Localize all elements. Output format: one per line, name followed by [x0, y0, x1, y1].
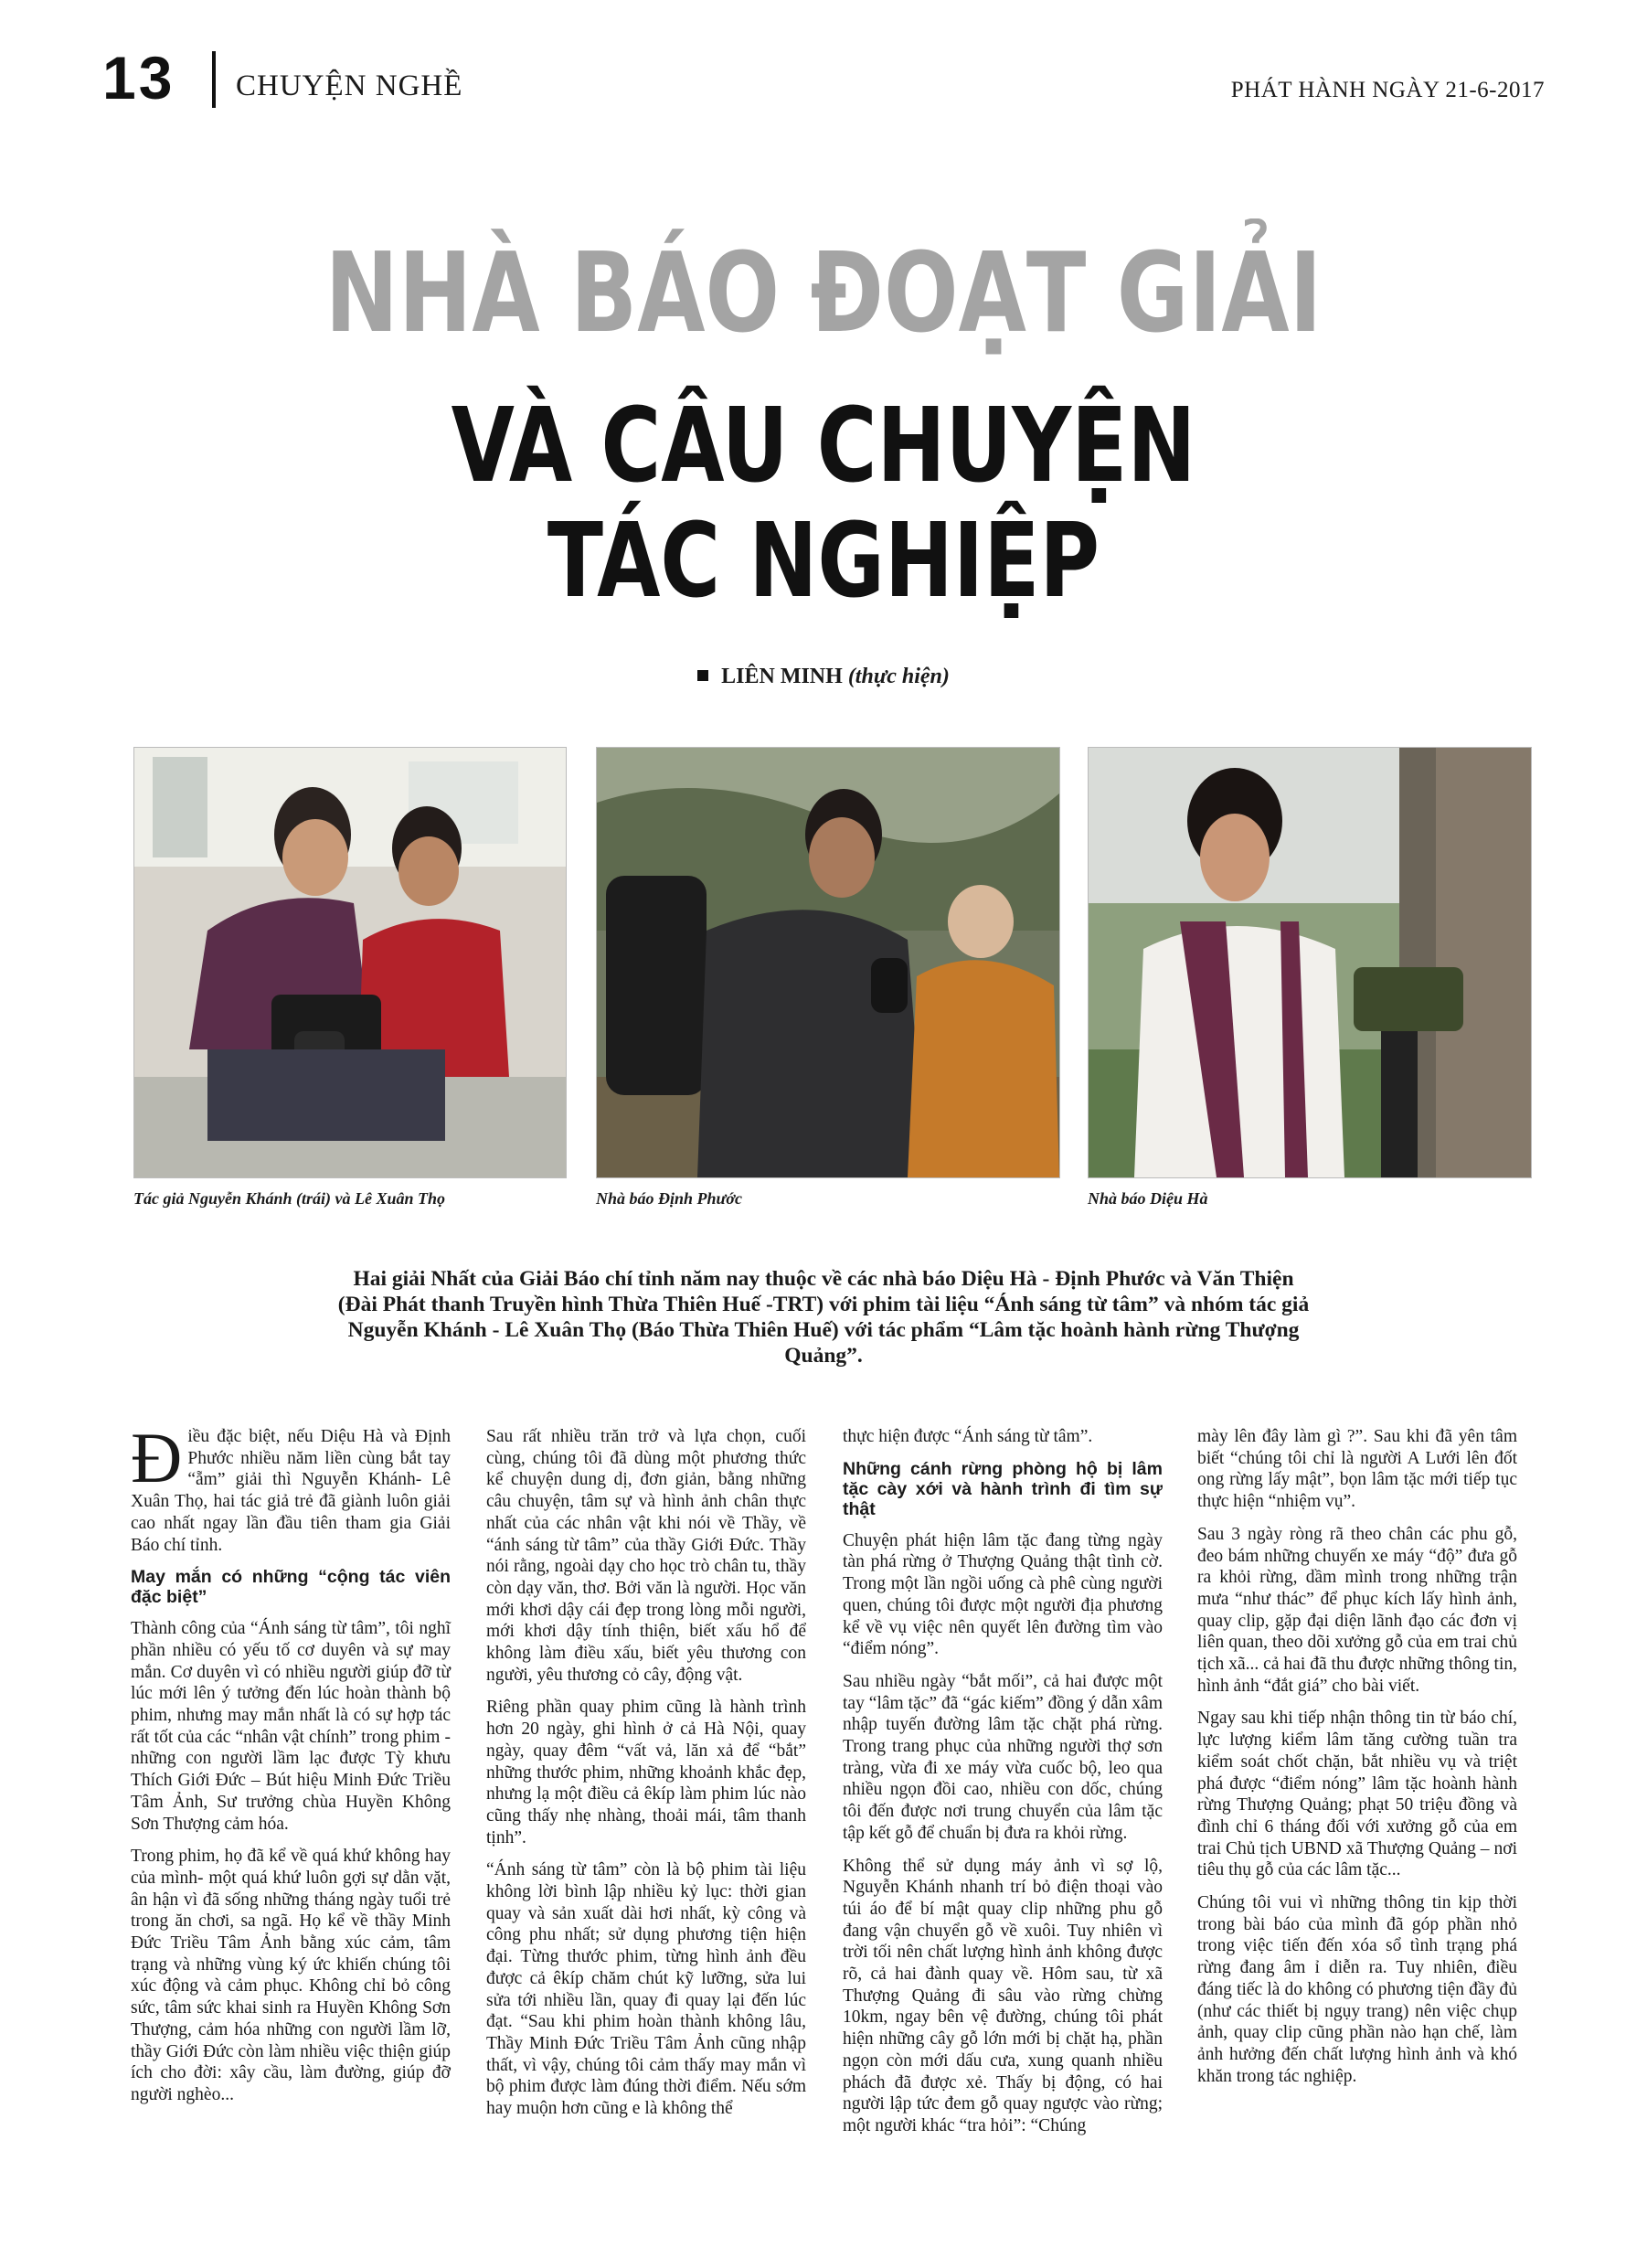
photo-dieu-ha [1088, 747, 1532, 1178]
headline-line-2: VÀ CÂU CHUYỆN [451, 387, 1196, 506]
issue-date: PHÁT HÀNH NGÀY 21-6-2017 [1230, 78, 1545, 102]
page-number: 13 [102, 44, 175, 112]
paragraph: “Ánh sáng từ tâm” còn là bộ phim tài liệu không lời bình lập nhiều kỷ lục: thời gian quay và sản xuất dài hơi nhất, kỳ công và công phu nhất; sử dụng phương tiện hiện đại. Từng thước phim, từng hình ảnh đều được cả êkíp chăm chút kỹ lưỡng, sửa lui sửa tới nhiều lần, quay đi quay lại đến lúc đạt. “Sau khi phim hoàn thành không lâu, Thầy Minh Đức Triều Tâm Ảnh cũng nhập thất, vì vậy, chúng tôi cảm thấy may mắn vì bộ phim được làm đúng thời điểm. Nếu sớm hay muộn hơn cũng e là không thể [486, 1860, 806, 2119]
byline-role: (thực hiện) [847, 665, 950, 688]
paragraph: Ngay sau khi tiếp nhận thông tin từ báo chí, lực lượng kiểm lâm tăng cường tuần tra kiểm soát chốt chặn, bắt nhiều vụ và triệt phá được “điểm nóng” lâm tặc hoành hành rừng Thượng Quảng; phạt 50 triệu đồng và đình chỉ 6 tháng đối với xưởng gỗ của em trai Chủ tịch UBND xã Thượng Quảng – nơi tiêu thụ gỗ của các lâm tặc... [1197, 1709, 1517, 1880]
paragraph: Không thể sử dụng máy ảnh vì sợ lộ, Nguyễn Khánh nhanh trí bỏ điện thoại vào túi áo để bí mật quay clip những phu gỗ đang vận chuyển gỗ về xuôi. Tuy nhiên vì trời tối nên chất lượng hình ảnh không được rõ, cả hai đành quay về. Hôm sau, từ xã Thượng Quảng đi sâu vào rừng chừng 10km, ngay bên vệ đường, chúng tôi phát hiện những cây gỗ lớn mới bị chặt hạ, phần ngọn còn mới dấu cưa, xung quanh nhiều phách đã được xẻ. Thấy bị động, có hai người lập tức đem gỗ quay ngược vào rừng; một người khác “tra hỏi”: “Chúng [843, 1856, 1163, 2135]
byline [0, 665, 1647, 689]
photo-dinh-phuoc [596, 747, 1060, 1178]
section-title: CHUYỆN NGHỀ [236, 69, 463, 102]
header-divider [212, 51, 216, 108]
paragraph: Riêng phần quay phim cũng là hành trình hơn 20 ngày, ghi hình ở cả Hà Nội, quay ngày, quay đêm “vất vả, lăn xả để “bắt” những thước phim, những khoảnh khắc đẹp, nhưng lạ một điều cả êkíp làm phim lúc nào cũng thấy nhẹ nhàng, thoải mái, tâm thanh tịnh”. [486, 1698, 806, 1847]
paragraph: Sau 3 ngày ròng rã theo chân các phu gỗ, đeo bám những chuyến xe máy “độ” đưa gỗ ra khỏi rừng, dầm mình trong những trận mưa “như thác” để phục kích lấy hình ảnh, quay clip, gặp đại diện lãnh đạo các đơn vị liên quan, theo dõi xưởng gỗ của em trai chủ tịch xã... cả hai đã thu được những thông tin, hình ảnh “đắt giá” cho bài viết. [1197, 1524, 1517, 1696]
body-column-4 [1197, 1426, 1517, 2098]
paragraph: Sau rất nhiều trăn trở và lựa chọn, cuối cùng, chúng tôi đã dùng một phương thức kể chuyện dung dị, đơn giản, bằng những câu chuyện, tâm sự và hình ảnh chân thực nhất của các nhân vật khi nói về Thầy, về “ánh sáng từ tâm” của thầy Giới Đức. Thầy nói rằng, ngoài dạy cho học trò chân tu, thầy còn dạy văn, thơ. Bởi văn là người. Học văn mới khơi dậy cái đẹp trong lòng mỗi người, mới khơi dậy tính thiện, biết xấu hổ để không làm điều xấu, biết yêu thương con người, yêu thương cỏ cây, động vật. [486, 1427, 806, 1685]
photo-nguyen-khanh-le-xuan-tho [133, 747, 567, 1178]
subheading: May mắn có những “cộng tác viên đặc biệt” [131, 1567, 451, 1608]
subheading: Những cánh rừng phòng hộ bị lâm tặc cày xới và hành trình đi tìm sự thật [843, 1458, 1163, 1519]
byline-author: LIÊN MINH [721, 665, 843, 688]
lead-paragraph: Hai giải Nhất của Giải Báo chí tỉnh năm nay thuộc về các nhà báo Diệu Hà - Định Phước và Văn Thiện (Đài Phát thanh Truyền hình Thừa Thiên Huế -TRT) với phim tài liệu “Ánh sáng từ tâm” và nhóm tác giả Nguyễn Khánh - Lê Xuân Thọ (Báo Thừa Thiên Huế) với tác phẩm “Lâm tặc hoành hành rừng Thượng Quảng”. [337, 1267, 1310, 1368]
body-column-2 [486, 1426, 806, 2131]
photo-caption: Nhà báo Định Phước [596, 1189, 742, 1208]
paragraph: Sau nhiều ngày “bắt mối”, cả hai được một tay “lâm tặc” đã “gác kiếm” đồng ý dẫn xâm nhập tuyến đường lâm tặc chặt phá rừng. Trong trang phục của những người thợ sơn tràng, vừa đi xe máy vừa cuốc bộ, leo qua nhiều ngọn đồi cao, nhiều con dốc, chúng tôi đến được nơi trung chuyển của lâm tặc tập kết gỗ để chuẩn bị đưa ra khỏi rừng. [843, 1671, 1163, 1843]
photo-caption: Tác giả Nguyễn Khánh (trái) và Lê Xuân Thọ [133, 1189, 446, 1208]
paragraph: mày lên đây làm gì ?”. Sau khi đã yên tâm biết “chúng tôi chỉ là người A Lưới lên đốt ong rừng lấy mật”, bọn lâm tặc mới tiếp tục thực hiện “nhiệm vụ”. [1197, 1427, 1517, 1512]
paragraph: Thành công của “Ánh sáng từ tâm”, tôi nghĩ phần nhiều có yếu tố cơ duyên và sự may mắn. Cơ duyên vì có nhiều người giúp đỡ từ lúc mới lên ý tưởng đến lúc hoàn thành bộ phim, nhưng may mắn nhất là có sự hợp tác rất tốt của các “nhân vật chính” trong phim - những con người lầm lạc được Tỳ khưu Thích Giới Đức – Bút hiệu Minh Đức Triều Tâm Ảnh, Sư trưởng chùa Huyền Không Sơn Thượng cảm hóa. [131, 1619, 451, 1834]
headline-line-1: NHÀ BÁO ĐOẠT GIẢI [324, 230, 1323, 357]
body-column-1 [131, 1418, 451, 2117]
headline-line-3: TÁC NGHIỆP [547, 502, 1100, 621]
photo-caption: Nhà báo Diệu Hà [1088, 1189, 1208, 1208]
paragraph: Trong phim, họ đã kể về quá khứ không hay của mình- một quá khứ luôn gợi sự dằn vặt, ân hận vì đã sống những tháng ngày tuổi trẻ trong ăn chơi, sa ngã. Họ kể về thầy Minh Đức Triều Tâm Ảnh bằng xúc cảm, tâm trạng và những vùng ký ức khiến chúng tôi xúc động và cảm phục. Không chỉ bỏ công sức, tâm sức khai sinh ra Huyền Không Sơn Thượng, cảm hóa những con người lầm lỡ, thầy Giới Đức còn làm nhiều việc thiện giúp ích cho đời: xây cầu, làm đường, giúp đỡ người nghèo... [131, 1847, 451, 2104]
drop-cap: Đ [131, 1418, 183, 1497]
paragraph: thực hiện được “Ánh sáng từ tâm”. [843, 1427, 1093, 1446]
byline-bullet-icon [697, 670, 708, 681]
body-column-3 [843, 1426, 1163, 2148]
paragraph: Chúng tôi vui vì những thông tin kịp thời trong bài báo của mình đã góp phần nhỏ trong việc tiến đến xóa sổ tình trạng phá rừng đang âm ỉ diễn ra. Tuy nhiên, điều đáng tiếc là do không có phương tiện đầy đủ (như các thiết bị ngụy trang) nên việc chụp ảnh, quay clip cũng phần nào hạn chế, làm ảnh hưởng đến chất lượng hình ảnh và khó khăn trong tác nghiệp. [1197, 1893, 1517, 2086]
paragraph: Chuyện phát hiện lâm tặc đang từng ngày tàn phá rừng ở Thượng Quảng thật tình cờ. Trong một lần ngồi uống cà phê cùng người quen, chúng tôi được một người địa phương kể về vụ việc nên quyết lên đường tìm vào “điểm nóng”. [843, 1530, 1163, 1659]
paragraph [131, 1418, 451, 1556]
paragraph-text: iều đặc biệt, nếu Diệu Hà và Định Phước nhiều năm liền cùng bắt tay “ẵm” giải thì Nguyễn Khánh- Lê Xuân Thọ, hai tác giả trẻ đã giành luôn giải cao nhất ngay lần đầu tiên tham gia Giải Báo chí tỉnh. [131, 1427, 451, 1555]
